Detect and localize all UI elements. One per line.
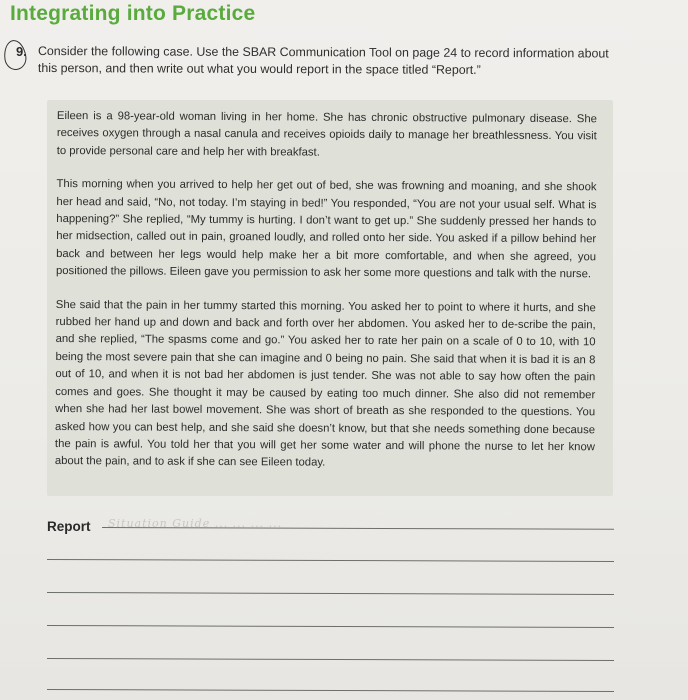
- report-line[interactable]: [47, 689, 614, 692]
- report-line[interactable]: [47, 592, 614, 595]
- report-line[interactable]: [47, 559, 614, 562]
- report-line[interactable]: [47, 625, 614, 628]
- faint-handwriting: Situation Guide ... ... ... ...: [108, 517, 283, 530]
- question-number: 9.: [16, 44, 27, 59]
- case-study-text: [55, 108, 597, 490]
- case-paragraph-1: Eileen is a 98-year-old woman living in her home. She has chronic obstructive pulmonary disease. She receives oxygen through a nasal canula and receives opioids daily to manage her breathlessness. You visit to provide personal care and help her with breakfast.: [56, 109, 597, 159]
- case-paragraph-3: She said that the pain in her tummy started this morning. You asked her to point to where it hurts, and she rubbed her hand up and down and back and forth over her abdomen. You asked her to de-scribe the pain, and she replied, “The spasms come and go.” You asked her to rate her pain on a scale of 0 to 10, with 10 being the most severe pain that she can imagine and 0 being no pain. She said that when it is bad it is an 8 out of 10, and when it is not bad her abdomen is just tender. She was not able to say how often the pain comes and goes. She thought it may be caused by eating too much dinner. She also did not remember when she had her last bowel movement. She was short of breath as she responded to the questions. You asked how you can best help, and she said she doesn’t know, but that she needs something done because the pain is awful. You told her that you will get her some water and will phone the nurse to let her know about the pain, and to ask if she can see Eileen today.: [54, 298, 596, 469]
- report-line[interactable]: [47, 658, 614, 661]
- question-prompt: Consider the following case. Use the SBAR Communication Tool on page 24 to record information about this person, and then write out what you would report in the space titled “Report.”: [37, 43, 609, 77]
- section-title: Integrating into Practice: [10, 2, 256, 25]
- report-label: Report: [47, 519, 91, 534]
- case-paragraph-2: This morning when you arrived to help her get out of bed, she was frowning and moaning, and she shook her head and said, “No, not today. I’m staying in bed!” You responded, “You are not your usual self. What is happening?” She replied, “My tummy is hurting. I don’t want to get up.” She suddenly pressed her hands to her midsection, called out in pain, groaned loudly, and rolled onto her side. You asked if a pillow behind her back and between her legs would help make her a bit more comfortable, and when she agreed, you positioned the pillows. Eileen gave you permission to ask her some more questions and talk with the nurse.: [55, 178, 597, 281]
